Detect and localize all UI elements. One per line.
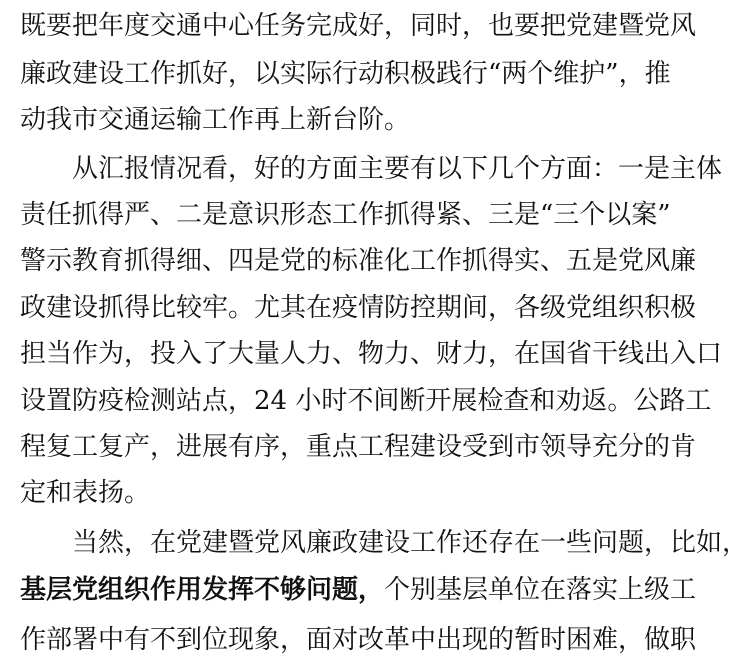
paragraph-line: 设置防疫检测站点，24 小时不间断开展检查和劝返。公路工 <box>20 386 712 416</box>
paragraph-line: 责任抓得严、二是意识形态工作抓得紧、三是“三个以案” <box>20 200 671 230</box>
paragraph-line: 动我市交通运输工作再上新台阶。 <box>20 105 411 135</box>
paragraph-line: 程复工复产，进展有序，重点工程建设受到市领导充分的肯 <box>20 432 697 462</box>
paragraph-line: 廉政建设工作抓好，以实际行动积极践行“两个维护”，推 <box>20 59 671 89</box>
paragraph-line: 警示教育抓得细、四是党的标准化工作抓得实、五是党风廉 <box>20 246 697 276</box>
paragraph-line-with-emphasis <box>20 570 697 610</box>
paragraph-text: 个别基层单位在落实上级工 <box>384 575 697 605</box>
paragraph-line: 从汇报情况看，好的方面主要有以下几个方面：一是主体 <box>72 154 723 184</box>
paragraph-line: 既要把年度交通中心任务完成好，同时，也要把党建暨党风 <box>20 11 697 41</box>
paragraph-line: 政建设抓得比较牢。尤其在疫情防控期间，各级党组织积极 <box>20 293 697 323</box>
paragraph-line: 作部署中有不到位现象，面对改革中出现的暂时困难，做职 <box>20 625 697 655</box>
paragraph-line: 当然，在党建暨党风廉政建设工作还存在一些问题，比如， <box>72 528 748 558</box>
paragraph-line: 定和表扬。 <box>20 478 151 508</box>
paragraph-line: 担当作为，投入了大量人力、物力、财力，在国省干线出入口 <box>20 339 723 369</box>
bold-emphasis-text: 基层党组织作用发挥不够问题， <box>20 575 385 605</box>
